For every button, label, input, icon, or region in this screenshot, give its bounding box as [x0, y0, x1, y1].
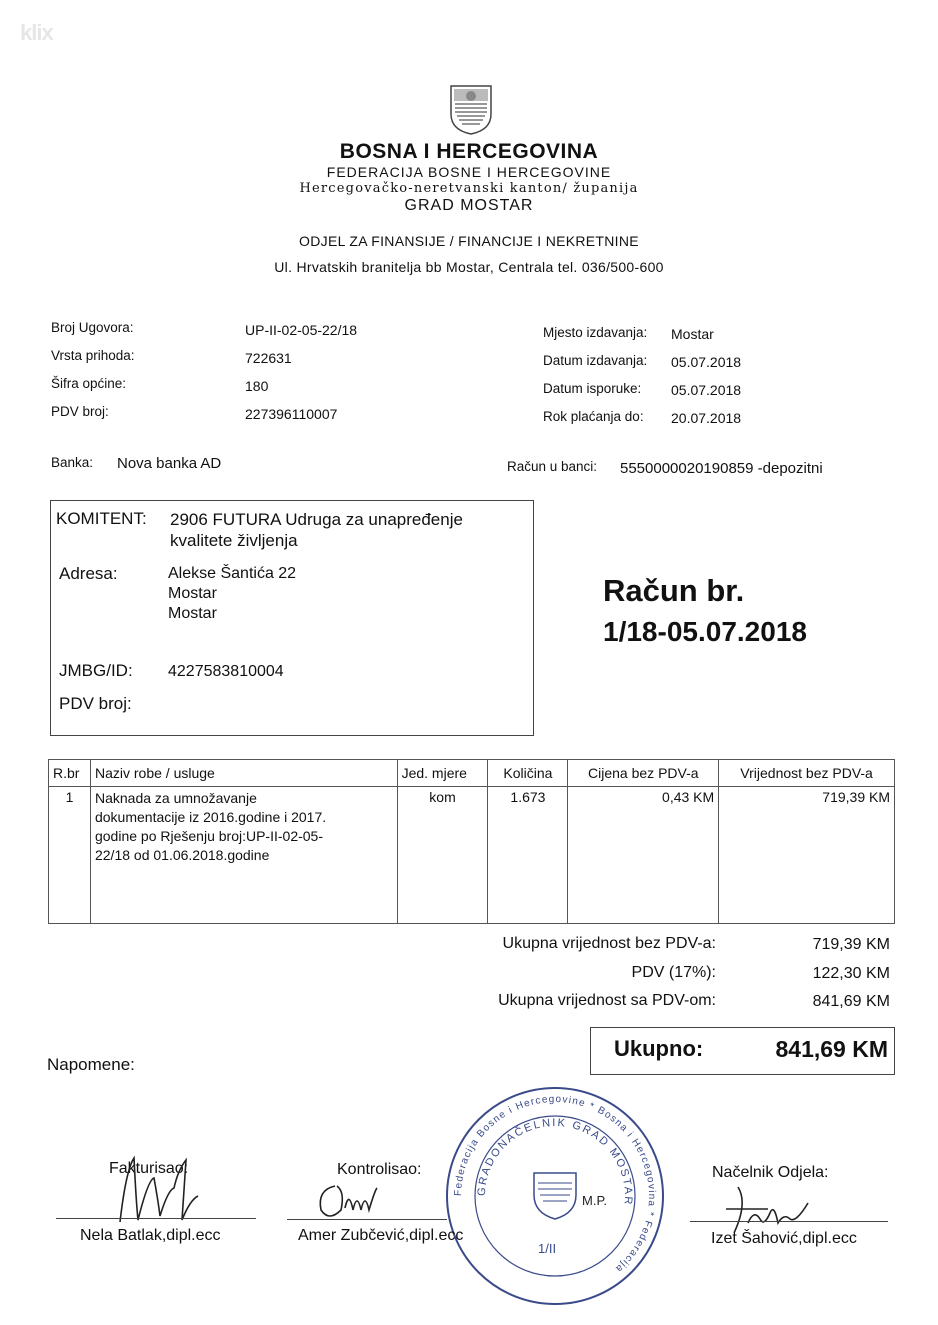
meta-value-issue-date: 05.07.2018 — [671, 354, 742, 370]
signature-role-invoiced: Fakturisao: — [109, 1160, 189, 1177]
col-header-no: R.br — [49, 760, 91, 787]
total-vat-label: PDV (17%): — [631, 964, 716, 981]
bank-account-label: Račun u banci: — [507, 459, 598, 474]
row-no: 1 — [49, 787, 91, 924]
signature-name-controlled: Amer Zubčević,dipl.ecc — [298, 1227, 464, 1244]
row-desc-line: dokumentacije iz 2016.godine i 2017. — [94, 809, 327, 825]
signature-role-controlled: Kontrolisao: — [337, 1161, 422, 1178]
client-name-line1: 2906 FUTURA Udruga za unapređenje — [170, 510, 463, 529]
signature-role-head: Načelnik Odjela: — [712, 1164, 829, 1181]
row-desc-line: godine po Rješenju broj:UP-II-02-05- — [94, 828, 323, 844]
header-address: Ul. Hrvatskih branitelja bb Mostar, Centrala tel. 036/500-600 — [274, 259, 664, 275]
client-label: KOMITENT: — [56, 509, 147, 528]
bank-value: Nova banka AD — [117, 455, 222, 472]
total-gross-value: 841,69 KM — [812, 993, 890, 1010]
stamp-inner-text: GRADONAČELNIK GRAD MOSTAR — [475, 1116, 635, 1207]
client-address-label: Adresa: — [59, 564, 118, 583]
row-unit: kom — [397, 787, 488, 924]
invoice-title: Račun br. — [603, 573, 745, 608]
row-quantity: 1.673 — [488, 787, 568, 924]
stamp-bottom-text: 1/II — [538, 1241, 557, 1256]
header-country: BOSNA I HERCEGOVINA — [339, 140, 599, 163]
grand-total-value: 841,69 KM — [775, 1036, 888, 1062]
meta-value-revenue-type: 722631 — [245, 350, 292, 366]
meta-label-delivery-date: Datum isporuke: — [543, 381, 642, 396]
meta-value-municipality: 180 — [245, 378, 269, 394]
meta-label-revenue-type: Vrsta prihoda: — [51, 348, 135, 363]
items-table — [48, 759, 895, 924]
meta-label-vat: PDV broj: — [51, 404, 109, 419]
client-address-line1: Alekse Šantića 22 — [168, 565, 297, 582]
header-department: ODJEL ZA FINANSIJE / FINANCIJE I NEKRETNINE — [299, 233, 639, 249]
total-gross-label: Ukupna vrijednost sa PDV-om: — [498, 992, 716, 1009]
meta-label-place: Mjesto izdavanja: — [543, 325, 648, 340]
client-vat-label: PDV broj: — [59, 694, 132, 713]
total-net-value: 719,39 KM — [812, 936, 890, 953]
official-stamp — [442, 1083, 668, 1314]
row-description — [90, 787, 397, 924]
row-price: 0,43 KM — [568, 787, 719, 924]
meta-value-place: Mostar — [671, 326, 714, 342]
col-header-unit: Jed. mjere — [397, 760, 488, 787]
client-name-line2: kvalitete življenja — [170, 531, 298, 550]
col-header-value: Vrijednost bez PDV-a — [719, 760, 895, 787]
signature-name-head: Izet Šahović,dipl.ecc — [711, 1230, 857, 1247]
handwritten-signature-1 — [108, 1150, 208, 1235]
client-id-label: JMBG/ID: — [59, 661, 133, 680]
table-row — [49, 787, 895, 924]
meta-value-delivery-date: 05.07.2018 — [671, 382, 742, 398]
total-vat-value: 122,30 KM — [812, 965, 890, 982]
header-city: GRAD MOSTAR — [404, 197, 534, 214]
invoice-number: 1/18-05.07.2018 — [603, 616, 807, 647]
total-net-label: Ukupna vrijednost bez PDV-a: — [502, 935, 716, 952]
client-address-line3: Mostar — [168, 605, 217, 622]
svg-text:GRADONAČELNIK GRAD MOSTAR — [476, 1117, 634, 1207]
coat-of-arms-icon — [449, 84, 493, 141]
col-header-quantity: Količina — [488, 760, 568, 787]
meta-value-vat: 227396110007 — [245, 406, 338, 422]
meta-value-contract: UP-II-02-05-22/18 — [245, 322, 358, 338]
meta-label-municipality: Šifra općine: — [51, 376, 127, 391]
client-address-line2: Mostar — [168, 585, 217, 602]
stamp-outer-text: Federacija Bosne i Hercegovine * Bosna i Hercegovina * Federacija — [452, 1093, 658, 1275]
handwritten-signature-2 — [315, 1180, 395, 1230]
stamp-center-text: M.P. — [582, 1193, 608, 1208]
meta-label-issue-date: Datum izdavanja: — [543, 353, 648, 368]
signature-name-invoiced: Nela Batlak,dipl.ecc — [80, 1227, 221, 1244]
col-header-price: Cijena bez PDV-a — [568, 760, 719, 787]
bank-label: Banka: — [51, 455, 94, 470]
col-header-description: Naziv robe / usluge — [90, 760, 397, 787]
meta-label-due-date: Rok plaćanja do: — [543, 409, 644, 424]
table-header-row — [49, 760, 895, 787]
header-canton: Hercegovačko-neretvanski kanton/ županija — [299, 181, 639, 196]
meta-value-due-date: 20.07.2018 — [671, 410, 742, 426]
header-federation: FEDERACIJA BOSNE I HERCEGOVINE — [326, 164, 612, 180]
row-desc-line: 22/18 od 01.06.2018.godine — [94, 847, 270, 863]
bank-account-value: 5550000020190859 -depozitni — [620, 460, 823, 477]
row-desc-line: Naknada za umnožavanje — [94, 790, 257, 806]
watermark-logo: klix — [20, 20, 53, 45]
grand-total-label: Ukupno: — [614, 1036, 704, 1061]
client-id-value: 4227583810004 — [168, 663, 284, 680]
notes-label: Napomene: — [47, 1055, 135, 1074]
signature-line-3 — [690, 1221, 888, 1222]
signature-line-2 — [287, 1219, 447, 1220]
meta-label-contract: Broj Ugovora: — [51, 320, 134, 335]
signature-line-1 — [56, 1218, 256, 1219]
row-value: 719,39 KM — [719, 787, 895, 924]
